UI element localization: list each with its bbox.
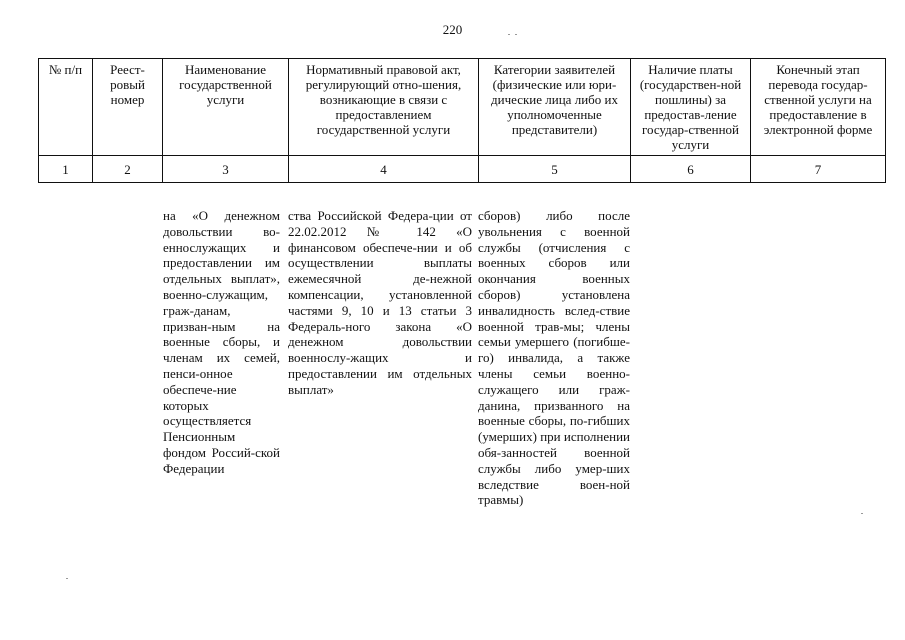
services-table: [38, 58, 886, 183]
header-cell-applicants: Категории заявителей (физические или юри-дические лица либо их уполномоченные представители): [479, 59, 631, 156]
column-number: 4: [289, 156, 479, 183]
scan-speck: [508, 34, 510, 35]
column-number: 7: [751, 156, 886, 183]
scan-speck: [861, 513, 863, 514]
header-cell-legal-act: Нормативный правовой акт, регулирующий отно-шения, возникающие в связи с предоставлением государственной услуги: [289, 59, 479, 156]
column-number: 2: [93, 156, 163, 183]
header-cell-fee: Наличие платы (государствен-ной пошлины) за предостав-ление государ-ственной услуги: [631, 59, 751, 156]
scan-speck: [515, 34, 517, 35]
header-cell-number: № п/п: [39, 59, 93, 156]
continuation-service-name: на «О денежном довольствии во-еннослужащих и предоставлении им отдельных выплат», военно-служащим, граж-данам, призван-ным на военные сборы, и членам их семей, пенси-онное обеспече-ние которых осуществляется Пенсионным фондом Россий-ской Федерации: [163, 208, 280, 476]
column-number: 6: [631, 156, 751, 183]
header-cell-final-stage: Конечный этап перевода государ-ственной услуги на предоставление в электронной форме: [751, 59, 886, 156]
column-number: 3: [163, 156, 289, 183]
header-cell-registry: Реест-ровый номер: [93, 59, 163, 156]
continuation-legal-act: ства Российской Федера-ции от 22.02.2012 № 142 «О финансовом обеспече-нии и об осуществлении выплаты ежемесячной де-нежной компенсации, установленной частями 9, 10 и 13 статьи 3 Федераль-ного закона «О денежном довольствии военнослу-жащих и предоставлении им отдельных выплат»: [288, 208, 472, 397]
column-number-row: [39, 156, 886, 183]
column-number: 1: [39, 156, 93, 183]
header-row: [39, 59, 886, 156]
column-number: 5: [479, 156, 631, 183]
page-number: 220: [442, 22, 463, 37]
header-cell-service-name: Наименование государственной услуги: [163, 59, 289, 156]
scan-speck: [66, 578, 68, 579]
continuation-applicants: сборов) либо после увольнения с военной службы (отчисления с военных сборов или окончания военных сборов) установлена инвалидность вслед-ствие военной трав-мы; члены семьи умершего (погибше-го) инвалида, а также члены семьи военно-служащего или граж-данина, призванного на военные сборы, по-гибших (умерших) при исполнении обя-занностей военной службы либо умер-ших вследствие воен-ной травмы): [478, 208, 630, 508]
